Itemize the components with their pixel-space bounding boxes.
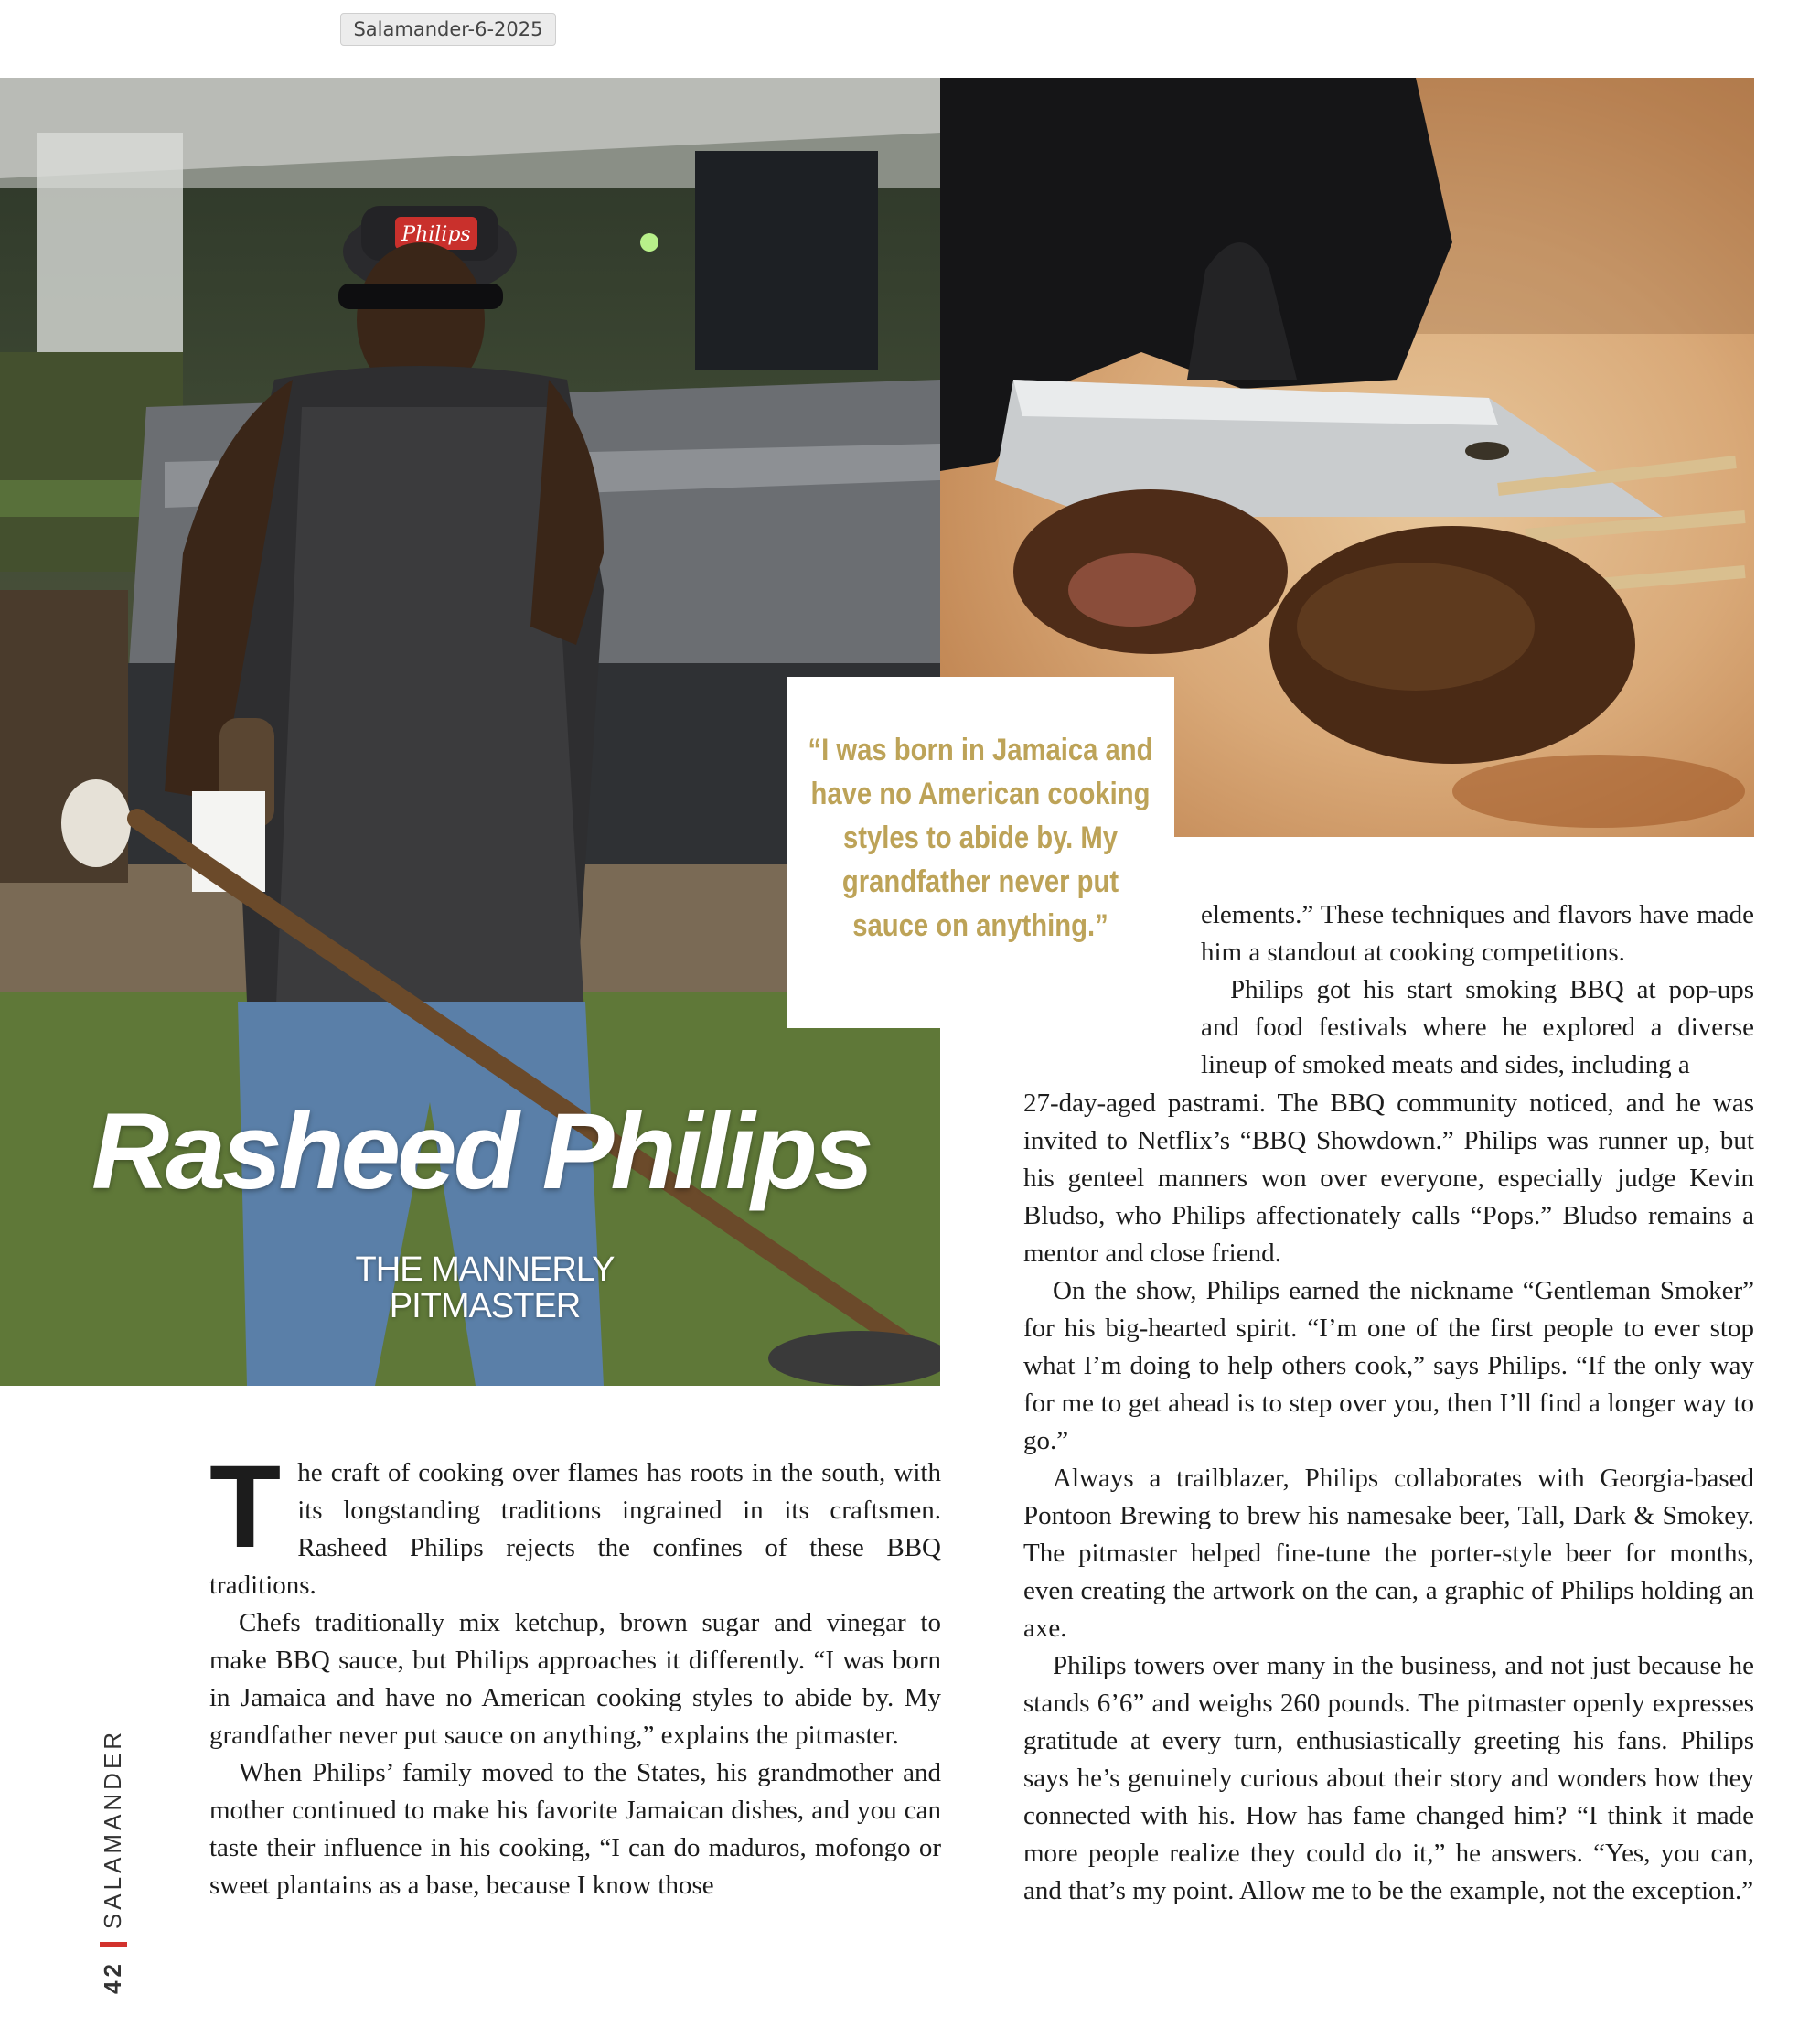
document-tag: Salamander-6-2025 [340,13,556,46]
pullquote-box [787,677,1174,1028]
drop-cap: T [209,1442,282,1572]
subhead-line-2: PITMASTER [389,1287,581,1325]
left-column [209,1442,941,1904]
paragraph-towers: Philips towers over many in the business, and not just because he stands 6’6” and weighs 260 pounds. The pitmaster openly expresses gratitude at every turn, enthusiastically greeting his fans. Philips says he’s genuinely curious about their story and wonders how they connected with his. How has fame changed him? “I think it made more people realize they could do it,” he answers. “Yes, you can, and that’s my point. Allow me to be the example, not the exception.” [1023,1651,1754,1905]
right-column-top [1201,896,1754,1084]
paragraph-continued: elements.” These techniques and flavors have made him a standout at cooking competitions. [1201,900,1754,967]
cap-logo-text: Philips [401,223,471,246]
pullquote: “I was born in Jamaica and have no American cooking styles to abide by. My grandfather never put sauce on anything.” [808,733,1153,943]
paragraph-1-text: he craft of cooking over flames has roots in the south, with its longstanding traditions ingrained in its craftsmen. Rasheed Philips rejects the confines of these BBQ traditions. [209,1458,941,1600]
paragraph-showdown: 27-day-aged pastrami. The BBQ community noticed, and he was invited to Netflix’s “BBQ Showdown.” Philips was runner up, but his genteel manners won over everyone, especially judge Kevin Bludso, who Philips affectionately calls “Pops.” Bludso remains a mentor and close friend. [1023,1089,1754,1268]
paragraph-1 [209,1442,941,1604]
paragraph-pop-ups: Philips got his start smoking BBQ at pop-ups and food festivals where he explored a diverse lineup of smoked meats and sides, including a [1201,975,1754,1079]
article-headline: Rasheed Philips [91,1091,871,1212]
paragraph-2: Chefs traditionally mix ketchup, brown sugar and vinegar to make BBQ sauce, but Philips approaches it differently. “I was born in Jamaica and have no American cooking styles to abide by. My grandfather never put sauce on anything,” explains the pitmaster. [209,1608,941,1750]
magazine-name: SALAMANDER [99,1728,126,1930]
paragraph-3: When Philips’ family moved to the States, his grandmother and mother continued to make his favorite Jamaican dishes, and you can taste their influence in his cooking, “I can do maduros, mofongo or sweet plantains as a base, because I know those [209,1758,941,1900]
folio-divider [100,1942,127,1947]
page-number: 42 [99,1960,126,1994]
page-folio [99,1729,127,1994]
right-column [1023,1085,1754,1910]
paragraph-brewing: Always a trailblazer, Philips collaborates with Georgia-based Pontoon Brewing to brew his namesake beer, Tall, Dark & Smokey. The pitmaster helped fine-tune the porter-style beer for months, even creating the artwork on the can, a graphic of Philips holding an axe. [1023,1464,1754,1643]
article-subhead [302,1251,668,1325]
paragraph-gentleman-smoker: On the show, Philips earned the nickname “Gentleman Smoker” for his big-hearted spirit. “I’m one of the first people to ever stop what I’m doing to help others cook,” says Philips. “If the only way for me to get ahead is to step over you, then I’ll find a longer way to go.” [1023,1276,1754,1455]
subhead-line-1: THE MANNERLY [355,1250,615,1289]
